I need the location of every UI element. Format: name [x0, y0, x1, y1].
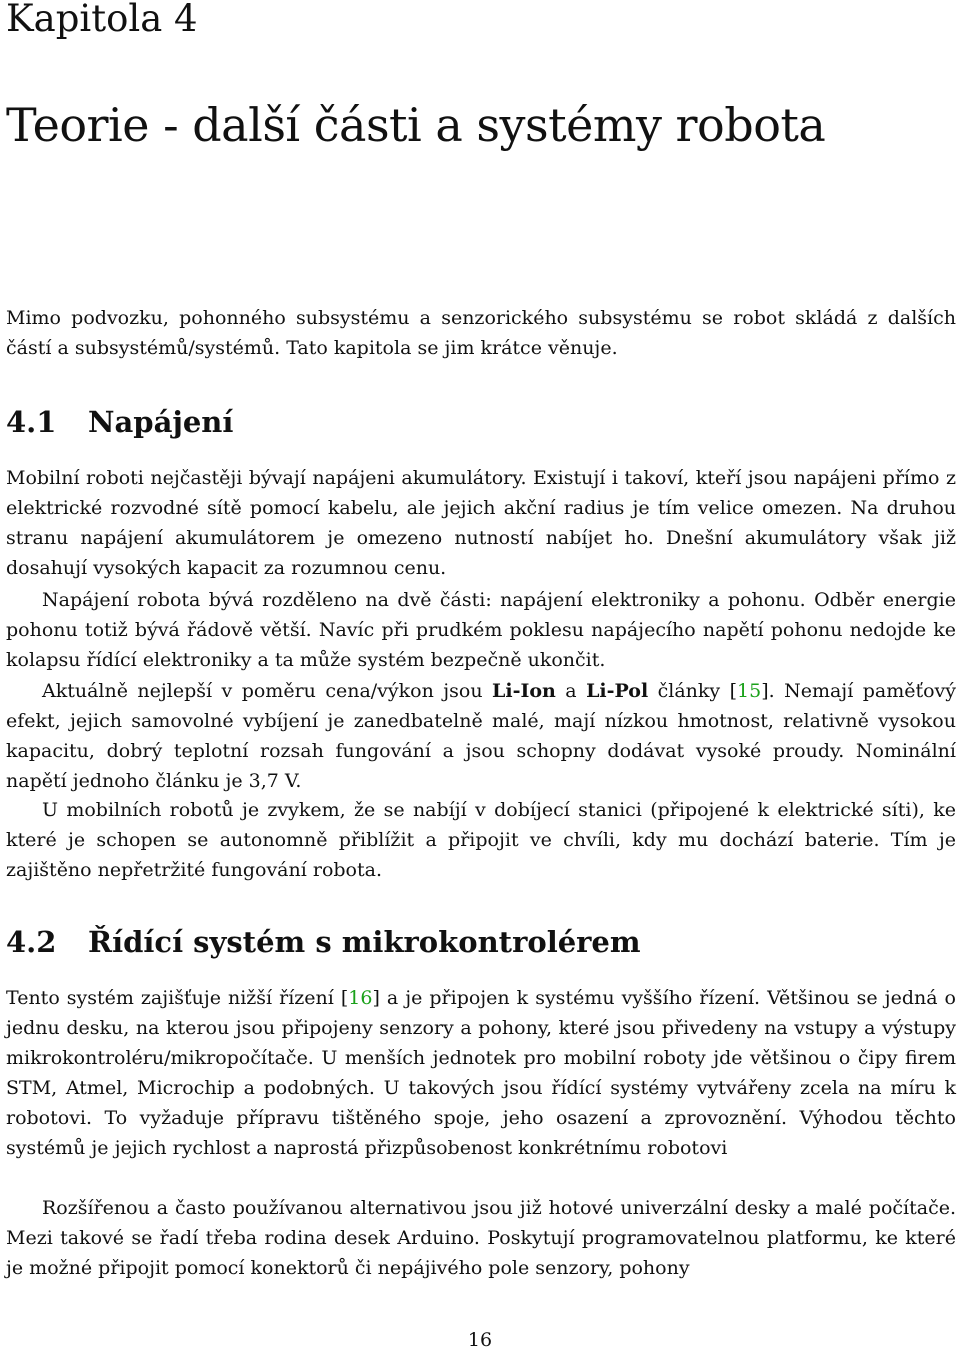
li-pol-term: Li-Pol [586, 680, 649, 702]
citation-link-16[interactable]: 16 [348, 987, 373, 1009]
page-number: 16 [467, 1329, 493, 1351]
section-number: 4.2 [6, 925, 57, 959]
intro-paragraph: Mimo podvozku, pohonného subsystému a senzorického subsystému se robot skládá z dalších částí a subsystémů/systémů. Tato kapitola se jim krátce věnuje. [6, 307, 956, 359]
section-heading-power [6, 404, 233, 440]
power-paragraph-1: Mobilní roboti nejčastěji bývají napájeni akumulátory. Existují i takoví, kteří jsou napájeni přímo z elektrické rozvodné sítě pomocí kabelu, ale jejich akční radius je tím velice omezen. Na druhou stranu napájení akumulátorem je omezeno nutností nabíjet ho. Dnešní akumulátory však již dosahují vysokých kapacit za rozumnou cenu. [6, 467, 956, 579]
section-title: Řídící systém s mikrokontrolérem [88, 925, 641, 959]
chapter-label: Kapitola 4 [6, 0, 198, 40]
citation-link-15[interactable]: 15 [737, 680, 762, 702]
section-title: Napájení [88, 405, 234, 439]
section-number: 4.1 [6, 405, 57, 439]
power-paragraph-2: Napájení robota bývá rozděleno na dvě části: napájení elektroniky a pohonu. Odběr energie pohonu totiž bývá řádově větší. Navíc při prudkém poklesu napájecího napětí pohonu nedojde ke kolapsu řídící elektroniky a ta může systém bezpečně ukončit. [6, 589, 956, 671]
section-heading-control-system [6, 924, 641, 960]
chapter-title: Teorie - další části a systémy robota [6, 98, 826, 152]
li-ion-term: Li-Ion [492, 680, 556, 702]
control-paragraph-2: Rozšířenou a často používanou alternativou jsou již hotové univerzální desky a malé počítače. Mezi takové se řadí třeba rodina desek Arduino. Poskytují programovatelnou platformu, ke které je možné připojit pomocí konektorů či nepájivého pole senzory, pohony [6, 1197, 956, 1279]
power-paragraph-4: U mobilních robotů je zvykem, že se nabíjí v dobíjecí stanici (připojené k elektrické síti), ke které je schopen se autonomně přiblížit a připojit ve chvíli, kdy mu dochází baterie. Tím je zajištěno nepřetržité fungování robota. [6, 799, 956, 881]
power-paragraph-3: Aktuálně nejlepší v poměru cena/výkon jsou Li-Ion a Li-Pol články [15]. Nemají paměťový efekt, jejich samovolné vybíjení je zanedbatelně malé, mají nízkou hmotnost, relativně vysokou kapacitu, dobrý teplotní rozsah fungování a jsou schopny dodávat vysoké proudy. Nominální napětí jednoho článku je 3,7 V. [6, 680, 956, 792]
control-paragraph-1: Tento systém zajišťuje nižší řízení [16] a je připojen k systému vyššího řízení. Většinou se jedná o jednu desku, na kterou jsou připojeny senzory a pohony, které jsou přivedeny na vstupy a výstupy mikrokontroléru/mikropočítače. U menších jednotek pro mobilní roboty jde většinou o čipy firem STM, Atmel, Microchip a podobných. U takových jsou řídící systémy vytvářeny zcela na míru k robotovi. To vyžaduje přípravu tištěného spoje, jeho osazení a zprovoznění. Výhodou těchto systémů je jejich rychlost a naprostá přizpůsobenost konkrétnímu robotovi [6, 987, 956, 1159]
